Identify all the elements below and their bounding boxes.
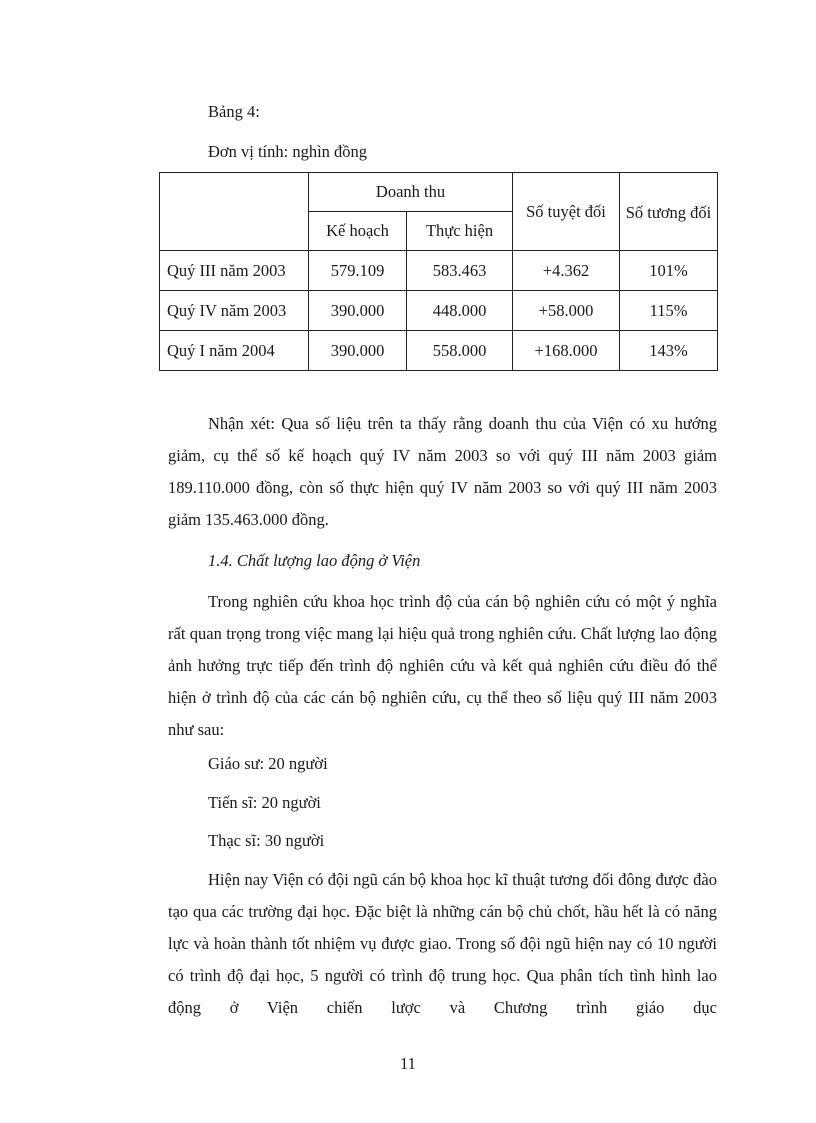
row-actual: 558.000	[407, 331, 513, 371]
paragraph-current: Hiện nay Viện có đội ngũ cán bộ khoa học kĩ thuật tương đối đông được đào tạo qua các trường đại học. Đặc biệt là những cán bộ chủ chốt, hầu hết là có năng lực và hoàn thành tốt nhiệm vụ được giao. Trong số đội ngũ hiện nay có 10 người có trình độ đại học, 5 người có trình độ trung học. Qua phân tích tình hình lao động ở Viện chiến lược và Chương trình giáo dục	[168, 870, 717, 1017]
row-period: Quý I năm 2004	[160, 331, 309, 371]
staff-item: Thạc sĩ: 30 người	[208, 831, 325, 850]
header-absolute: Số tuyệt đối	[513, 173, 620, 251]
row-actual: 583.463	[407, 251, 513, 291]
row-relative: 115%	[620, 291, 718, 331]
header-plan: Kế hoạch	[309, 212, 407, 251]
header-relative: Số tương đối	[620, 173, 718, 251]
revenue-table	[159, 172, 718, 371]
table-row	[160, 251, 718, 291]
table-caption: Bảng 4:	[208, 102, 260, 121]
row-absolute: +4.362	[513, 251, 620, 291]
table-corner-cell	[160, 173, 309, 251]
row-period: Quý IV năm 2003	[160, 291, 309, 331]
row-actual: 448.000	[407, 291, 513, 331]
table-row	[160, 291, 718, 331]
row-absolute: +168.000	[513, 331, 620, 371]
paragraph-quality: Trong nghiên cứu khoa học trình độ của cán bộ nghiên cứu có một ý nghĩa rất quan trọng trong việc mang lại hiệu quả trong nghiên cứu. Chất lượng lao động ảnh hưởng trực tiếp đến trình độ nghiên cứu và kết quả nghiên cứu điều đó thể hiện ở trình độ của các cán bộ nghiên cứu, cụ thể theo số liệu quý III năm 2003 như sau:	[168, 592, 717, 739]
row-plan: 390.000	[309, 331, 407, 371]
row-plan: 579.109	[309, 251, 407, 291]
staff-item: Giáo sư: 20 người	[208, 754, 328, 773]
header-actual: Thực hiện	[407, 212, 513, 251]
table-row	[160, 331, 718, 371]
unit-line: Đơn vị tính: nghìn đồng	[208, 142, 368, 161]
row-absolute: +58.000	[513, 291, 620, 331]
row-plan: 390.000	[309, 291, 407, 331]
table-header-row	[160, 173, 718, 212]
row-relative: 101%	[620, 251, 718, 291]
section-heading: 1.4. Chất lượng lao động ở Viện	[208, 551, 421, 570]
paragraph-comment: Nhận xét: Qua số liệu trên ta thấy rằng doanh thu của Viện có xu hướng giảm, cụ thể số kế hoạch quý IV năm 2003 so với quý III năm 2003 giảm 189.110.000 đồng, còn số thực hiện quý IV năm 2003 so với quý III năm 2003 giảm 135.463.000 đồng.	[168, 414, 717, 529]
header-revenue: Doanh thu	[309, 173, 513, 212]
page-number: 11	[400, 1054, 416, 1073]
row-relative: 143%	[620, 331, 718, 371]
staff-item: Tiến sĩ: 20 người	[208, 793, 321, 812]
row-period: Quý III năm 2003	[160, 251, 309, 291]
